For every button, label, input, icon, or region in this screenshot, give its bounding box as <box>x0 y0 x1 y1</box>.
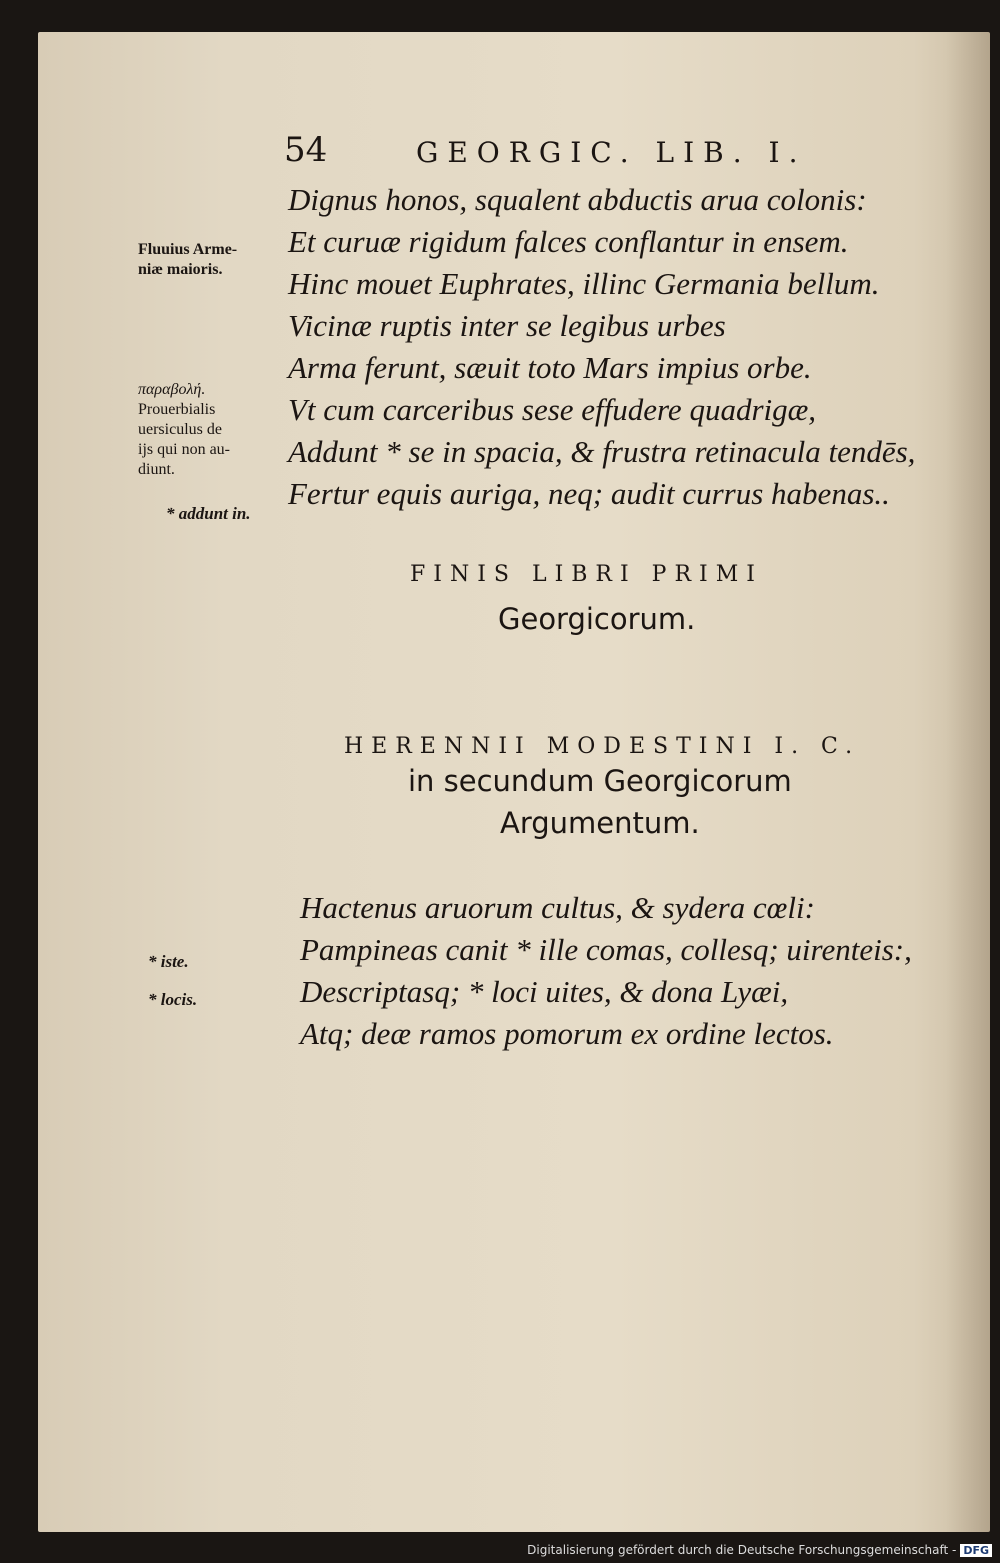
running-title: GEORGIC. LIB. I. <box>416 136 807 169</box>
verse-line: Et curuæ rigidum falces conflantur in ensem. <box>288 224 849 259</box>
margin-note-line: ijs qui non au- <box>138 441 230 458</box>
verse-line: Descriptasq; * loci uites, & dona Lyæi, <box>300 974 789 1009</box>
verse-line: Arma ferunt, sæuit toto Mars impius orbe. <box>288 350 812 385</box>
verse-line: Hinc mouet Euphrates, illinc Germania bellum. <box>288 266 880 301</box>
page-number: 54 <box>284 130 328 170</box>
verse-line: Pampineas canit * ille comas, collesq; uirenteis:, <box>300 932 912 967</box>
argument-subheading: Argumentum. <box>500 806 700 840</box>
margin-note-line: παραβολή. <box>138 381 206 398</box>
verse-line: Fertur equis auriga, neq; audit currus habenas.. <box>288 476 890 511</box>
verse-line: Hactenus aruorum cultus, & sydera cœli: <box>300 890 815 925</box>
footer-credit <box>527 1543 992 1557</box>
argument-heading: HERENNII MODESTINI I. C. <box>344 734 861 759</box>
verse-line: Dignus honos, squalent abductis arua colonis: <box>288 182 867 217</box>
argument-subheading: in secundum Georgicorum <box>408 764 792 798</box>
verse-line: Addunt * se in spacia, & frustra retinacula tendēs, <box>288 434 916 469</box>
margin-note: * locis. <box>148 990 198 1009</box>
margin-note-line: uersiculus de <box>138 421 222 438</box>
margin-note-line: Fluuius Arme- <box>138 241 238 258</box>
finis-subheading: Georgicorum. <box>498 602 696 636</box>
book-page <box>38 32 990 1532</box>
margin-note: * iste. <box>148 952 189 971</box>
dfg-logo: DFG <box>960 1544 992 1557</box>
footer-text: Digitalisierung gefördert durch die Deutsche Forschungsgemeinschaft - <box>527 1543 957 1557</box>
margin-note <box>138 380 230 480</box>
verse-line: Vt cum carceribus sese effudere quadrigæ, <box>288 392 817 427</box>
finis-heading: FINIS LIBRI PRIMI <box>410 562 763 587</box>
margin-note-line: Prouerbialis <box>138 401 216 418</box>
verse-line: Atq; deæ ramos pomorum ex ordine lectos. <box>300 1016 834 1051</box>
margin-note <box>138 240 237 280</box>
page-edge-shadow <box>946 32 990 1532</box>
margin-note-line: niæ maioris. <box>138 261 223 278</box>
margin-note: * addunt in. <box>166 504 251 523</box>
verse-line: Vicinæ ruptis inter se legibus urbes <box>288 308 726 343</box>
margin-note-line: diunt. <box>138 461 175 478</box>
